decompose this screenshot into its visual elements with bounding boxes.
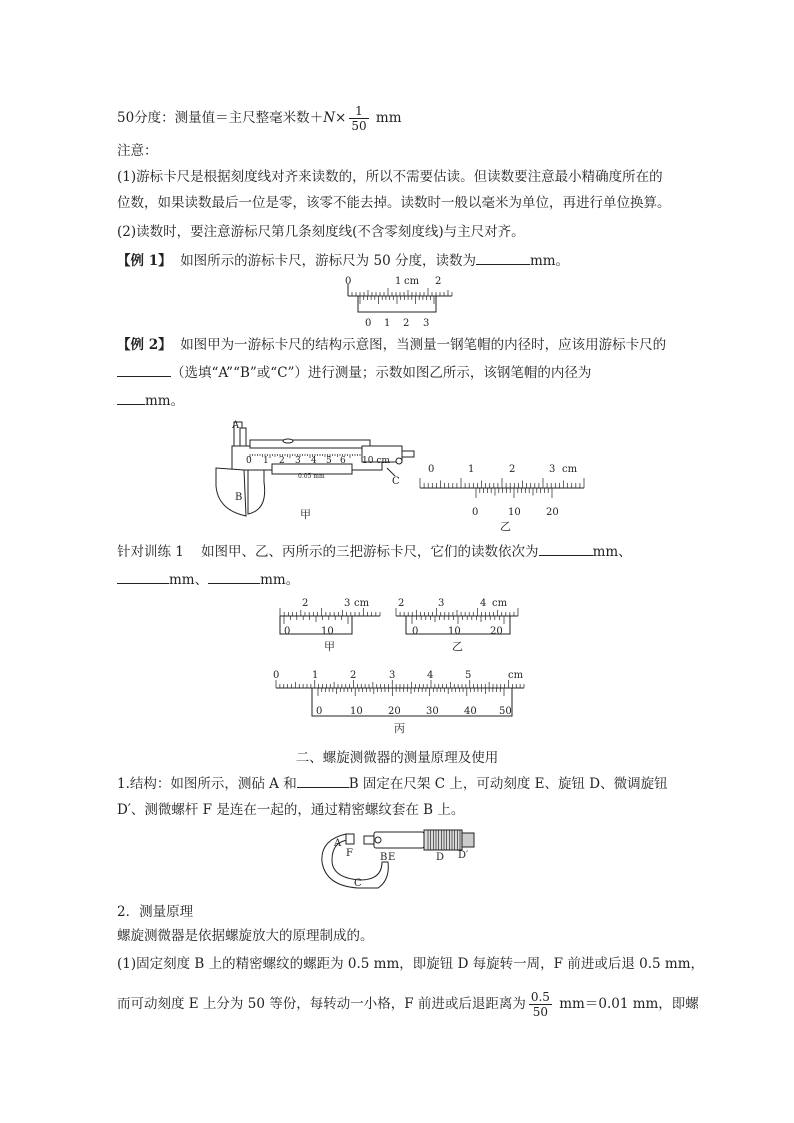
example1-line <box>117 250 569 271</box>
label-a: A <box>232 420 240 431</box>
main-label: 3 <box>438 598 445 609</box>
vernier-label: 10 <box>350 706 363 717</box>
label-c: C <box>354 878 362 889</box>
label-d-prime: D′ <box>458 850 469 861</box>
example2-text: （选填“A”“B”或“C”）进行测量；示数如图乙所示，该钢笔帽的内径为 <box>171 365 592 381</box>
example1-tag: 【例 1】 <box>117 253 172 269</box>
scale-label: 2 <box>279 456 285 466</box>
vernier-label: 10 <box>321 626 334 637</box>
vernier-label: 3 <box>423 318 430 329</box>
vernier-label: 10 <box>448 626 461 637</box>
principle-fraction <box>529 990 552 1019</box>
vernier-label: 0 <box>316 706 323 717</box>
practice-figure-yi <box>392 594 520 654</box>
principle-text: mm＝0.01 mm，即螺 <box>559 996 699 1012</box>
main-label: 3 <box>549 464 556 475</box>
principle-line-2: (1)固定刻度 B 上的精密螺纹的螺距为 0.5 mm，即旋钮 D 每旋转一周，F 前进或后退 0.5 mm， <box>117 956 704 972</box>
answer-blank <box>539 541 593 556</box>
formula-lead: 50分度：测量值＝主尺整毫米数＋ <box>117 110 324 126</box>
example1-unit: mm。 <box>529 253 570 269</box>
vernier-label: 0 <box>412 626 419 637</box>
main-label: 4 <box>480 598 487 609</box>
structure-line-1 <box>117 773 668 794</box>
vernier-label: 0 <box>365 318 372 329</box>
label-a: A <box>334 838 342 849</box>
example1-caliper-figure <box>340 272 460 330</box>
formula-var: N <box>323 110 335 126</box>
label-b: B <box>235 492 243 503</box>
main-label: 0 <box>428 464 435 475</box>
principle-text: 而可动刻度 E 上分为 50 等份，每转动一小格，F 前进或后退距离为 <box>117 996 526 1012</box>
structure-text: B 固定在尺架 C 上，可动刻度 E、旋钮 D、微调旋钮 <box>348 776 668 792</box>
main-label: 0 <box>345 276 352 287</box>
vernier-label: 20 <box>490 626 503 637</box>
caliper-structure-figure <box>212 418 417 524</box>
main-label: 2 <box>509 464 516 475</box>
main-label-unit: cm <box>492 598 508 609</box>
main-label-unit: cm <box>354 598 370 609</box>
practice1-text: 如图甲、乙、丙所示的三把游标卡尺，它们的读数依次为 <box>201 544 539 560</box>
example2-line-1 <box>117 335 666 355</box>
main-label: 0 <box>273 670 280 681</box>
main-label: 3 <box>344 598 351 609</box>
structure-line-2: D′、测微螺杆 F 是连在一起的，通过精密螺纹套在 B 上。 <box>117 802 465 818</box>
main-label: 1 <box>468 464 475 475</box>
practice-figure-jia <box>276 594 382 654</box>
vernier-label: 2 <box>403 318 410 329</box>
formula-denominator: 50 <box>351 119 367 133</box>
example2-text: 如图甲为一游标卡尺的结构示意图，当测量一钢笔帽的内径时，应该用游标卡尺的 <box>180 337 667 353</box>
formula-fraction <box>349 104 368 133</box>
vernier-label: 40 <box>464 706 477 717</box>
scale-label: 0 <box>246 456 252 466</box>
formula-numerator: 1 <box>349 104 368 119</box>
scale-label: 4 <box>311 456 317 466</box>
main-label: 1 <box>312 670 319 681</box>
main-label: 5 <box>465 670 472 681</box>
principle-title: 2．测量原理 <box>117 904 194 920</box>
figure-caption: 甲 <box>300 508 311 521</box>
answer-blank <box>208 569 260 584</box>
section-heading: 二、螺旋测微器的测量原理及使用 <box>295 750 499 766</box>
label-e: E <box>388 852 396 863</box>
formula-line <box>117 104 402 133</box>
notes-title: 注意： <box>117 143 158 159</box>
vernier-label: 1 <box>384 318 391 329</box>
answer-blank <box>117 390 145 405</box>
fraction-denominator: 50 <box>532 1005 549 1019</box>
practice1-line-2 <box>117 569 299 590</box>
scale-label: 5 <box>326 456 332 466</box>
scale-label: 6 <box>340 456 346 466</box>
main-label: 3 <box>389 670 396 681</box>
label-c: C <box>392 476 400 487</box>
main-label: 4 <box>427 670 434 681</box>
example2-line-2 <box>117 362 591 383</box>
figure-caption: 乙 <box>452 640 463 653</box>
main-label: 1 <box>395 276 402 287</box>
vernier-label: 30 <box>426 706 439 717</box>
main-label-unit: cm <box>562 464 578 475</box>
vernier-label: 20 <box>546 507 559 518</box>
answer-blank <box>297 773 349 788</box>
vernier-label: 10 <box>508 507 521 518</box>
figure-caption: 乙 <box>500 520 511 532</box>
label-b: B <box>380 852 388 863</box>
example2-tag: 【例 2】 <box>117 337 172 353</box>
answer-blank <box>476 250 530 265</box>
label-f: F <box>346 848 353 859</box>
vernier-label: 50 <box>499 706 512 717</box>
main-label: 2 <box>398 598 405 609</box>
figure-caption: 甲 <box>324 640 335 653</box>
practice1-unit: mm、 <box>592 544 632 560</box>
reading-figure-b <box>418 460 586 532</box>
practice-figure-bing <box>268 666 530 736</box>
main-label-unit: cm <box>508 670 524 681</box>
scale-label: 10 cm <box>362 456 390 466</box>
scale-label: 1 <box>263 456 269 466</box>
figure-caption: 丙 <box>394 722 405 735</box>
main-label: 2 <box>302 598 309 609</box>
example1-text: 如图所示的游标卡尺，游标尺为 50 分度，读数为 <box>180 253 476 269</box>
fraction-numerator: 0.5 <box>530 990 550 1004</box>
answer-blank <box>117 569 169 584</box>
formula-times: × <box>335 110 347 126</box>
note-line-3: (2)读数时，要注意游标尺第几条刻度线(不含零刻度线)与主尺对齐。 <box>117 224 525 240</box>
vernier-label: 20 <box>388 706 401 717</box>
principle-line-3 <box>117 990 699 1019</box>
practice1-unit: mm。 <box>260 572 300 588</box>
scale-label: 3 <box>295 456 301 466</box>
micrometer-figure <box>318 826 478 892</box>
answer-blank <box>117 362 171 377</box>
precision-label: 0.05 mm <box>298 473 325 480</box>
example2-unit: mm。 <box>145 393 185 409</box>
example2-line-3 <box>117 390 184 411</box>
main-label: 2 <box>350 670 357 681</box>
label-d: D <box>436 852 445 863</box>
practice1-line-1 <box>117 541 632 562</box>
practice1-title: 针对训练 1 <box>117 544 184 560</box>
practice1-unit: mm、 <box>169 572 209 588</box>
principle-line-1: 螺旋测微器是依据螺旋放大的原理制成的。 <box>117 928 374 944</box>
vernier-label: 0 <box>472 507 479 518</box>
note-line-2: 位数，如果读数最后一位是零，该零不能去掉。读数时一般以毫米为单位，再进行单位换算。 <box>117 195 671 211</box>
structure-text: 1.结构：如图所示，测砧 A 和 <box>117 776 297 792</box>
vernier-label: 0 <box>284 626 291 637</box>
note-line-1: (1)游标卡尺是根据刻度线对齐来读数的，所以不需要估读。但读数要注意最小精确度所在的 <box>117 169 663 185</box>
main-label-unit: cm <box>404 276 420 287</box>
main-label: 2 <box>435 276 442 287</box>
formula-unit: mm <box>375 110 402 126</box>
